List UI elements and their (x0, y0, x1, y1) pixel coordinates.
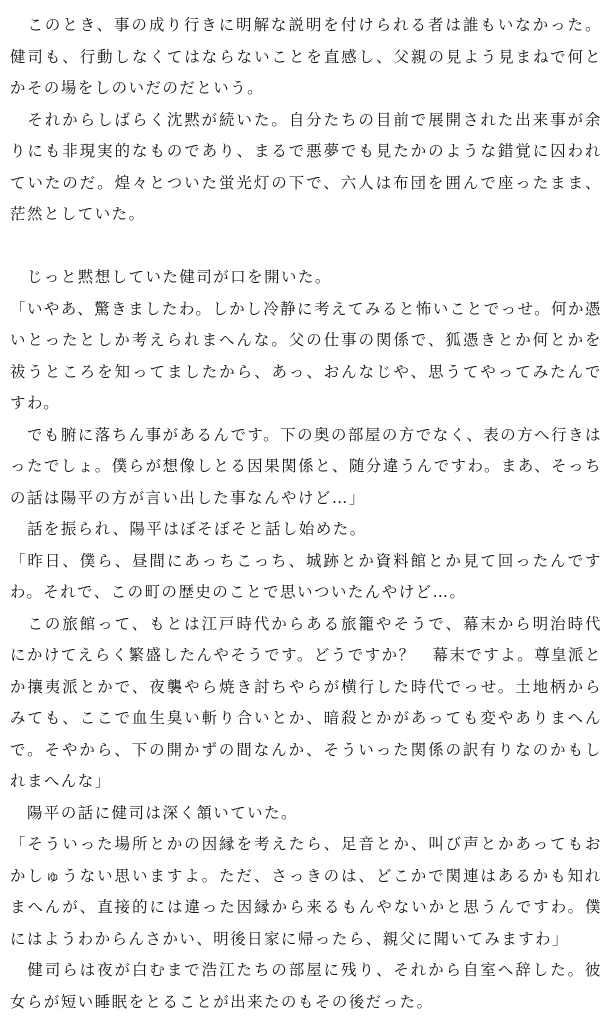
paragraph-1: このとき、事の成り行きに明解な説明を付けられる者は誰もいなかった。健司も、行動しなくてはならないことを直感し、父親の見よう見まねで何とかその場をしのいだのだという。 (10, 16, 602, 97)
paragraph-5: でも腑に落ちん事があるんです。下の奥の部屋の方でなく、表の方へ行きはったでしょ。僕らが想像しとる因果関係と、随分違うんですわ。まあ、そっちの話は陽平の方が言い出した事なんやけど…」 (10, 425, 602, 507)
paragraph-7: 「昨日、僕ら、昼間にあっちこっち、城跡とか資料館とか見て回ったんですわ。それで、この町の歴史のことで思いついたんやけど…。 (10, 551, 602, 601)
paragraph-2: それからしばらく沈黙が続いた。自分たちの目前で展開された出来事が余りにも非現実的なものであり、まるで悪夢でも見たかのような錯覚に囚われていたのだ。煌々とついた蛍光灯の下で、六人は布団を囲んで座ったまま、茫然としていた。 (10, 110, 602, 223)
paragraph-break (10, 231, 602, 263)
story-text-page (10, 10, 602, 1018)
paragraph-11: 健司らは夜が白むまで浩江たちの部屋に残り、それから自室へ辞した。彼女らが短い睡眠をとることが出来たのもその後だった。 (10, 961, 602, 1011)
paragraph-4: 「いやあ、驚きましたわ。しかし冷静に考えてみると怖いことでっせ。何か憑いとったとしか考えられまへんな。父の仕事の関係で、狐憑きとか何とかを祓うところを知ってましたから、あっ、おんなじや、思うてやってみたんですわ。 (10, 299, 602, 412)
paragraph-9: 陽平の話に健司は深く頷いていた。 (10, 803, 298, 822)
paragraph-8: この旅館って、もとは江戸時代からある旅籠やそうで、幕末から明治時代にかけてえらく繁盛したんやそうです。どうですか？ 幕末ですよ。尊皇派とか攘夷派とかで、夜襲やら焼き討ちやらが横行した時代でっせ。土地柄からみても、ここで血生臭い斬り合いとか、暗殺とかがあっても変やありまへんで。そやから、下の開かずの間なんか、そういった関係の訳有りなのかもしれまへんな」 (10, 614, 602, 790)
paragraph-3: じっと黙想していた健司が口を開いた。 (10, 268, 332, 286)
paragraph-10: 「そういった場所とかの因縁を考えたら、足音とか、叫び声とかあってもおかしゅうない思いますよ。ただ、さっきのは、どこかで関連はあるかも知れまへんが、直接的には違った因縁から来るもんやないかと思うんですわ。僕にはようわからんさかい、明後日家に帰ったら、親父に聞いてみますわ」 (10, 835, 602, 948)
paragraph-6: 話を振られ、陽平はぼそぼそと話し始めた。 (10, 520, 367, 538)
